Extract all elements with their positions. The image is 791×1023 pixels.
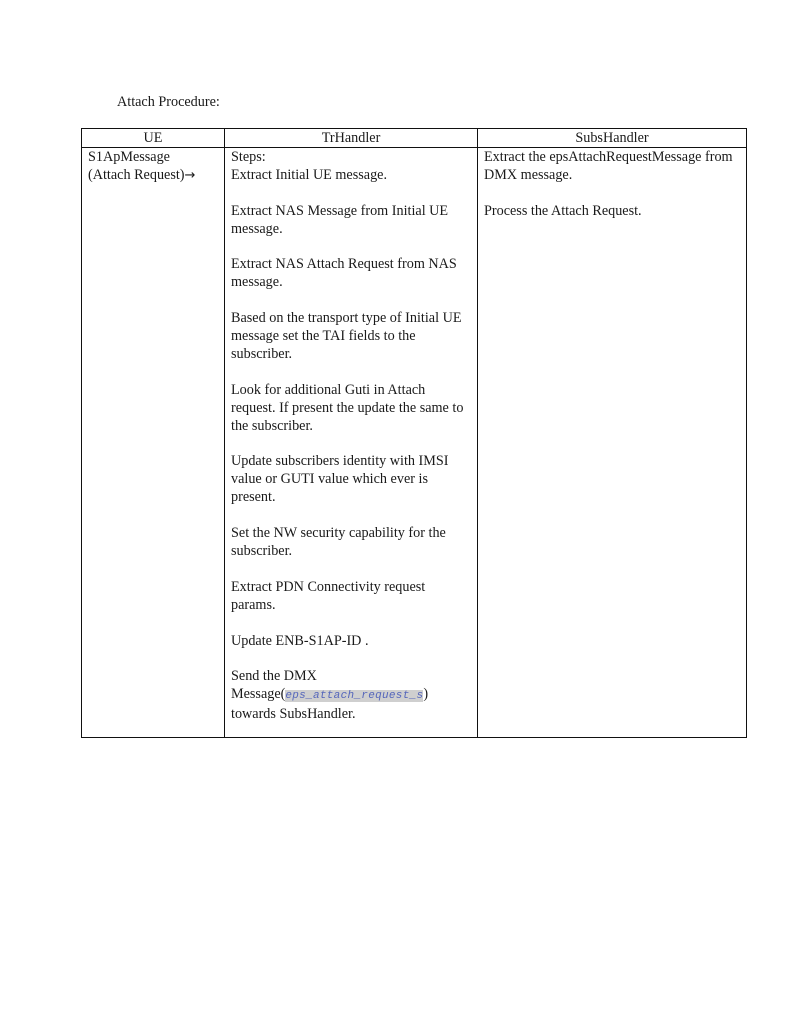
subs-paragraph: Extract the epsAttachRequestMessage from DMX message. [484,149,733,183]
step-paragraph: Update ENB-S1AP-ID . [231,632,369,649]
ue-message-type-label: (Attach Request) [88,167,185,183]
subshandler-cell [478,148,747,738]
step-paragraph: Look for additional Guti in Attach request. If present the update the same to the subscriber. [231,381,464,434]
step-paragraph: Update subscribers identity with IMSI value or GUTI value which ever is present. [231,453,449,506]
send-dmx-suffix: ) [423,686,429,703]
step-paragraph: Extract NAS Message from Initial UE message. [231,202,449,237]
dmx-message-code: eps_attach_request_s [285,690,424,703]
step-paragraph: Based on the transport type of Initial UE message set the TAI fields to the subscriber. [231,310,462,363]
document-title: Attach Procedure: [117,94,220,110]
send-dmx-prefix: Send the DMX Message( [231,668,317,703]
ue-message-type [88,166,218,185]
steps-label: Steps: [231,149,266,165]
subs-paragraph: Process the Attach Request. [484,202,642,219]
table-row [82,148,747,738]
trhandler-cell [225,148,478,738]
ue-message-name: S1ApMessage [88,149,170,165]
right-arrow-icon: → [184,168,196,183]
step-paragraph: Extract NAS Attach Request from NAS message. [231,256,457,291]
ue-cell [82,148,225,738]
step-paragraph: Extract Initial UE message. [231,167,388,183]
step-paragraph: Set the NW security capability for the subscriber. [231,525,446,560]
send-dmx-tail: towards SubsHandler. [231,706,356,723]
send-dmx-step [231,667,429,705]
header-subshandler: SubsHandler [478,129,747,148]
attach-procedure-table [81,128,747,738]
header-ue: UE [82,129,225,148]
table-header-row [82,129,747,148]
step-paragraph: Extract PDN Connectivity request params. [231,578,426,613]
header-trhandler: TrHandler [225,129,478,148]
